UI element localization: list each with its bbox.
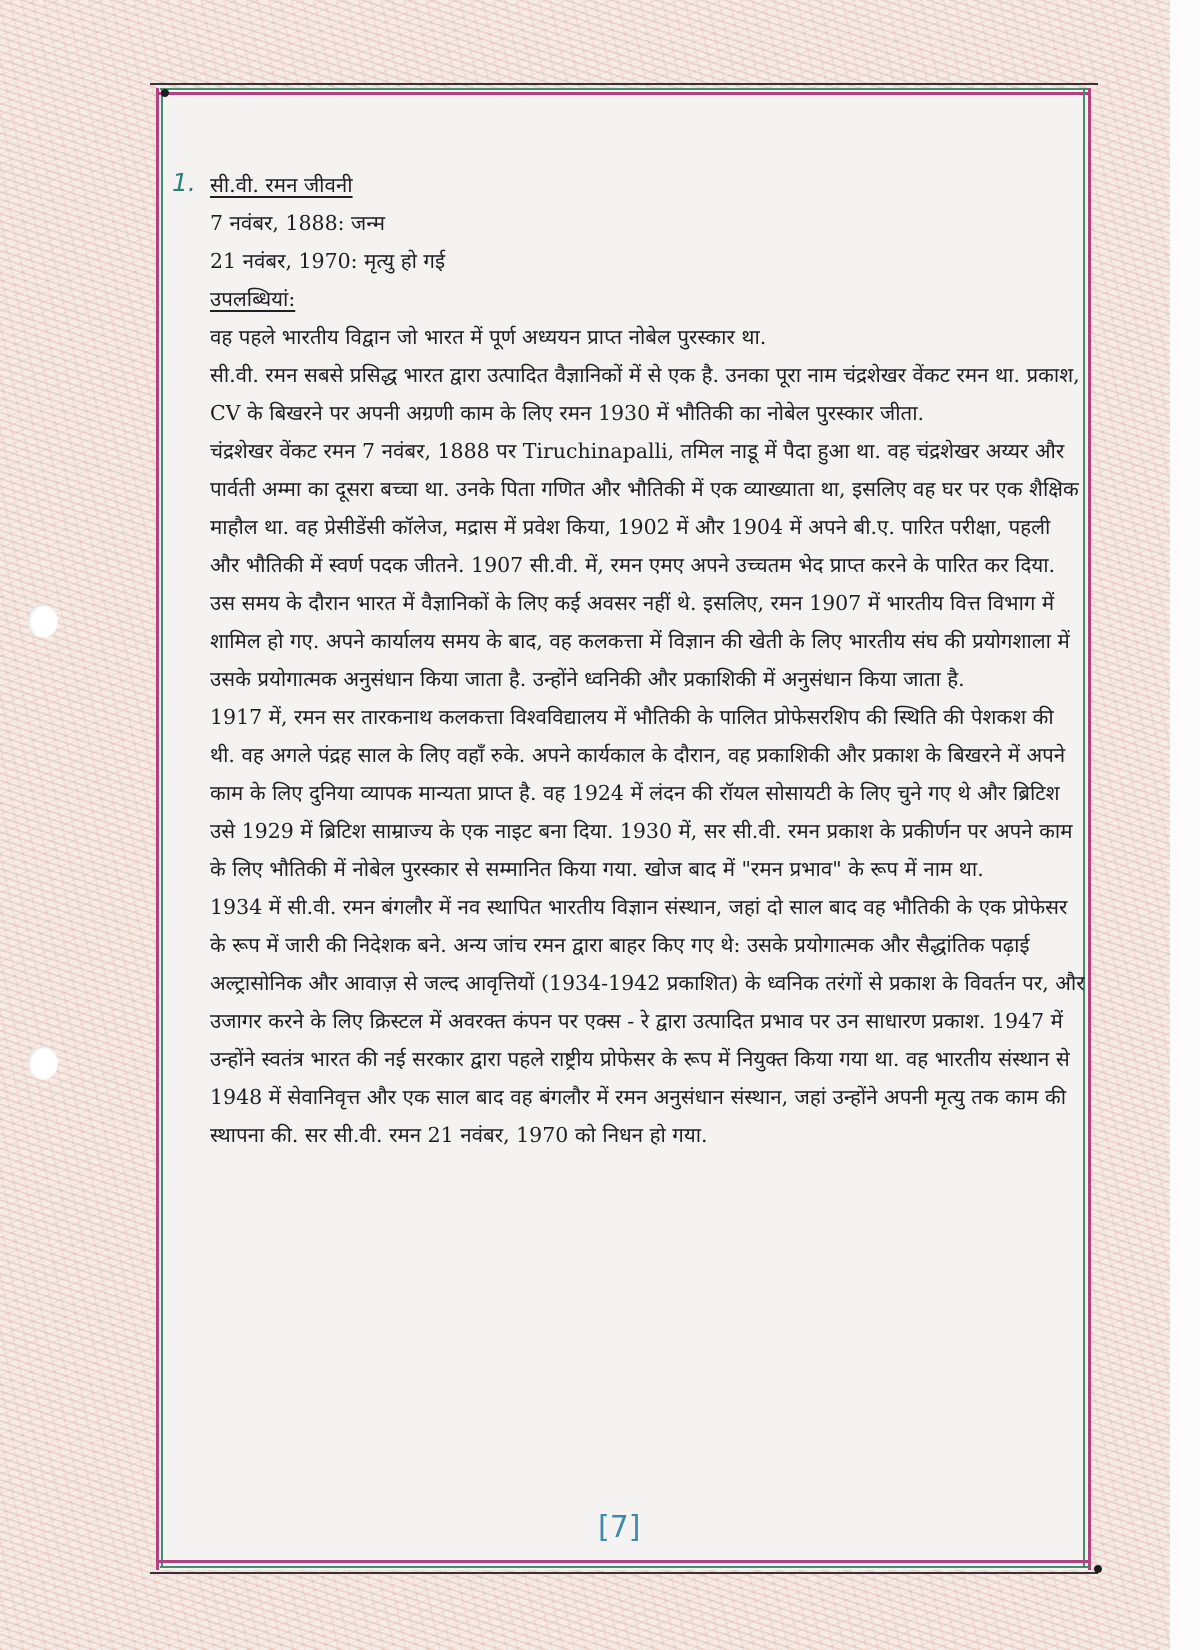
frame-top-green [160, 88, 1090, 90]
frame-bottom-green [160, 1566, 1090, 1568]
document-title: सी.वी. रमन जीवनी [210, 173, 353, 197]
paragraph: 1917 में, रमन सर तारकनाथ कलकत्ता विश्वविद्यालय में भौतिकी के पालित प्रोफेसरशिप की स्थिति की पेशकश की थी. वह अगले पंद्रह साल के लिए वहाँ रुके. अपने कार्यकाल के दौरान, वह प्रकाशिकी और प्रकाश के बिखरने में अपने काम के लिए दुनिया व्यापक मान्यता प्राप्त है. वह 1924 में लंदन की रॉयल सोसायटी के लिए चुने गए थे और ब्रिटिश उसे 1929 में ब्रिटिश साम्राज्य के एक नाइट बना दिया. 1930 में, सर सी.वी. रमन प्रकाश के प्रकीर्णन पर अपने काम के लिए भौतिकी में नोबेल पुरस्कार से सम्मानित किया गया. खोज बाद में "रमन प्रभाव" के रूप में नाम था. [210, 705, 1073, 881]
item-number: 1. [172, 168, 196, 197]
paragraph: उस समय के दौरान भारत में वैज्ञानिकों के लिए कई अवसर नहीं थे. इसलिए, रमन 1907 में भारतीय वित्त विभाग में शामिल हो गए. अपने कार्यालय समय के बाद, वह कलकत्ता में विज्ञान की खेती के लिए भारतीय संघ की प्रयोगशाला में उसके प्रयोगात्मक अनुसंधान किया जाता है. उन्होंने ध्वनिकी और प्रकाशिकी में अनुसंधान किया जाता है. [210, 591, 1070, 691]
scan-edge [1170, 0, 1200, 1650]
page-number: [7] [598, 1510, 641, 1545]
frame-top-purple [156, 92, 1090, 95]
paragraph: वह पहले भारतीय विद्वान जो भारत में पूर्ण अध्ययन प्राप्त नोबेल पुरस्कार था. [210, 325, 767, 349]
achievements-heading: उपलब्धियां: [210, 287, 296, 311]
paragraph: सी.वी. रमन सबसे प्रसिद्ध भारत द्वारा उत्पादित वैज्ञानिकों में से एक है. उनका पूरा नाम चंद्रशेखर वेंकट रमन था. प्रकाश, CV के बिखरने पर अपनी अग्रणी काम के लिए रमन 1930 में भौतिकी का नोबेल पुरस्कार जीता. [210, 363, 1080, 425]
frame-left-green [161, 90, 163, 1568]
document-body [172, 166, 1085, 1154]
paragraph: चंद्रशेखर वेंकट रमन 7 नवंबर, 1888 पर Tiruchinapalli, तमिल नाडू में पैदा हुआ था. वह चंद्रशेखर अय्यर और पार्वती अम्मा का दूसरा बच्चा था. उनके पिता गणित और भौतिकी में एक व्याख्याता था, इसलिए वह घर पर एक शैक्षिक माहौल था. वह प्रेसीडेंसी कॉलेज, मद्रास में प्रवेश किया, 1902 में और 1904 में अपने बी.ए. पारित परीक्षा, पहली और भौतिकी में स्वर्ण पदक जीतने. 1907 सी.वी. में, रमन एमए अपने उच्चतम भेद प्राप्त करने के पारित कर दिया. [210, 439, 1079, 577]
death-line: 21 नवंबर, 1970: मृत्यु हो गई [210, 249, 446, 273]
punch-hole [28, 604, 58, 638]
frame-corner-mark [161, 89, 169, 97]
punch-hole [28, 1046, 58, 1080]
title-line [172, 166, 1085, 204]
frame-bottom-purple [156, 1560, 1090, 1563]
frame-bottom-outer [150, 1572, 1098, 1574]
frame-left-purple [156, 88, 159, 1570]
paragraph: 1934 में सी.वी. रमन बंगलौर में नव स्थापित भारतीय विज्ञान संस्थान, जहां दो साल बाद वह भौतिकी के एक प्रोफेसर के रूप में जारी की निदेशक बने. अन्य जांच रमन द्वारा बाहर किए गए थे: उसके प्रयोगात्मक और सैद्धांतिक पढ़ाई अल्ट्रासोनिक और आवाज़ से जल्द आवृत्तियों (1934-1942 प्रकाशित) के ध्वनिक तरंगों से प्रकाश के विवर्तन पर, और उजागर करने के लिए क्रिस्टल में अवरक्त कंपन पर एक्स - रे द्वारा उत्पादित प्रभाव पर उन साधारण प्रकाश. 1947 में उन्होंने स्वतंत्र भारत की नई सरकार द्वारा पहले राष्ट्रीय प्रोफेसर के रूप में नियुक्त किया गया था. वह भारतीय संस्थान से 1948 में सेवानिवृत्त और एक साल बाद वह बंगलौर में रमन अनुसंधान संस्थान, जहां उन्होंने अपनी मृत्यु तक काम की स्थापना की. सर सी.वी. रमन 21 नवंबर, 1970 को निधन हो गया. [210, 895, 1085, 1147]
frame-top-outer [150, 83, 1098, 85]
frame-corner-mark [1094, 1565, 1102, 1573]
birth-line: 7 नवंबर, 1888: जन्म [210, 211, 386, 235]
frame-right-purple [1088, 88, 1091, 1570]
